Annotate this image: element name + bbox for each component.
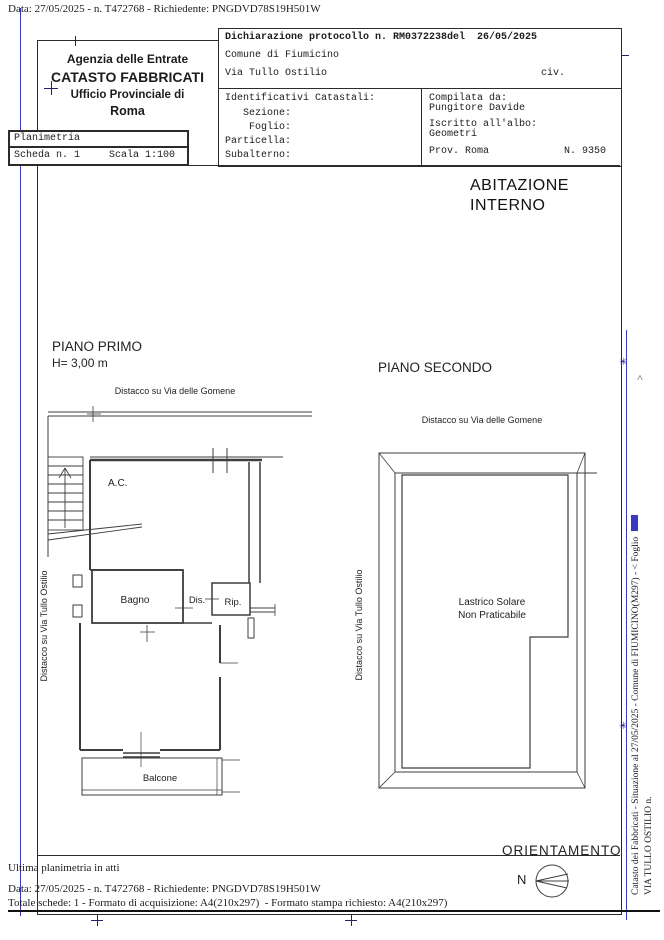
footer-data-line: Data: 27/05/2025 - n. T472768 - Richiedente: PNGDVD78S19H501W <box>8 883 321 895</box>
sidebar-caption-text1: Catasto dei Fabbricati - Situazione al 27/05/2025 - Comune di FIUMICINO(M297) - < Foglio <box>631 536 641 895</box>
prov-value: Prov. Roma <box>429 146 490 157</box>
compass-icon <box>533 863 577 903</box>
footer-rule <box>8 910 660 912</box>
registration-cross-bottom-mid <box>345 914 357 926</box>
drawing-title <box>470 177 569 215</box>
plan2-floorplan <box>345 410 635 810</box>
protocol-line: Dichiarazione protocollo n. RM0372238del 26/05/2025 <box>225 32 538 43</box>
drawing-title-line1: ABITAZIONE <box>470 177 569 194</box>
terrace-label-line1: Lastrico Solare <box>458 597 526 608</box>
foglio-label: Foglio: <box>249 122 292 133</box>
drawing-area-top-border <box>37 165 620 166</box>
orientation-label: ORIENTAMENTO <box>502 843 622 858</box>
plan1-rip-walls <box>183 583 254 638</box>
sidebar-caption-text2: VIA TULLO OSTILIO n. <box>644 796 654 895</box>
scheda-number: Scheda n. 1 <box>14 150 81 161</box>
scala-value: Scala 1:100 <box>108 150 175 161</box>
planimetria-label: Planimetria <box>10 132 187 148</box>
sezione-label: Sezione: <box>243 108 292 119</box>
plan1-balcone-walls <box>82 732 240 795</box>
plan2-title: PIANO SECONDO <box>378 360 493 375</box>
identifiers-title: Identificativi Catastali: <box>225 93 376 104</box>
compiled-by-label: Compilata da: <box>429 93 508 104</box>
plan1-title: PIANO PRIMO <box>52 339 143 354</box>
footer-ultima: Ultima planimetria in atti <box>8 862 120 874</box>
north-label: N <box>517 872 527 887</box>
room-label-bagno: Bagno <box>120 595 150 606</box>
street-line: Via Tullo Ostilio <box>225 68 328 79</box>
agency-line2: CATASTO FABBRICATI <box>51 69 204 85</box>
plan2-top-label: Distacco su Via delle Gomene <box>421 415 543 425</box>
civ-label: civ. <box>541 68 566 79</box>
agency-line1: Agenzia delle Entrate <box>66 52 189 66</box>
plan1-top-label: Distacco su Via delle Gomene <box>114 386 236 396</box>
plan2-side-label: Distacco su Via Tullo Ostilio <box>354 569 364 681</box>
plan1-floorplan <box>35 380 335 810</box>
comune-line: Comune di Fiumicino <box>225 50 340 61</box>
agency-line4: Roma <box>110 104 145 118</box>
registration-star-lower: ✳ <box>619 721 628 732</box>
terrace-label-line2: Non Praticabile <box>458 610 526 621</box>
identifiers-divider <box>421 89 422 166</box>
albo-number: N. 9350 <box>564 146 607 157</box>
footer-totale-line: Totale schede: 1 - Formato di acquisizione: A4(210x297) - Formato stampa richiesto: A4(210x297) <box>8 897 448 909</box>
drawing-title-line2: INTERNO <box>470 197 546 214</box>
request-info-top: Data: 27/05/2025 - n. T472768 - Richiedente: PNGDVD78S19H501W <box>8 3 321 15</box>
agency-header <box>37 44 218 128</box>
particella-label: Particella: <box>225 136 292 147</box>
plan1-stairs <box>48 457 142 540</box>
protocol-box <box>218 28 622 90</box>
room-label-dis: Dis. <box>188 595 206 606</box>
registration-cross-bottom-left <box>91 914 103 926</box>
registration-star-upper: ✳ <box>619 357 628 368</box>
plan1-height-note: H= 3,00 m <box>52 356 108 370</box>
sidebar-caret-mark: > <box>635 374 647 381</box>
sidebar-caption-line1 <box>631 455 641 895</box>
redacted-foglio-number <box>631 515 638 531</box>
plan1-side-label: Distacco su Via Tullo Ostilio <box>39 570 49 682</box>
room-label-ac: A.C. <box>108 478 128 489</box>
planimetria-box <box>8 130 189 166</box>
identifiers-box <box>218 88 622 167</box>
subalterno-label: Subalterno: <box>225 150 292 161</box>
room-label-balcone: Balcone <box>142 773 178 784</box>
albo-label: Iscritto all'albo: <box>429 119 538 130</box>
albo-value: Geometri <box>429 129 478 140</box>
plan2-terrace-floor <box>402 475 568 768</box>
compiler-name: Pungitore Davide <box>429 103 526 114</box>
right-registration-line <box>626 330 627 920</box>
plan1-unit-walls <box>90 448 283 616</box>
sidebar-caption-line2 <box>644 595 654 895</box>
agency-line3: Ufficio Provinciale di <box>70 89 185 101</box>
plan1-lower-room-walls <box>80 623 238 750</box>
room-label-rip: Rip. <box>224 597 242 608</box>
